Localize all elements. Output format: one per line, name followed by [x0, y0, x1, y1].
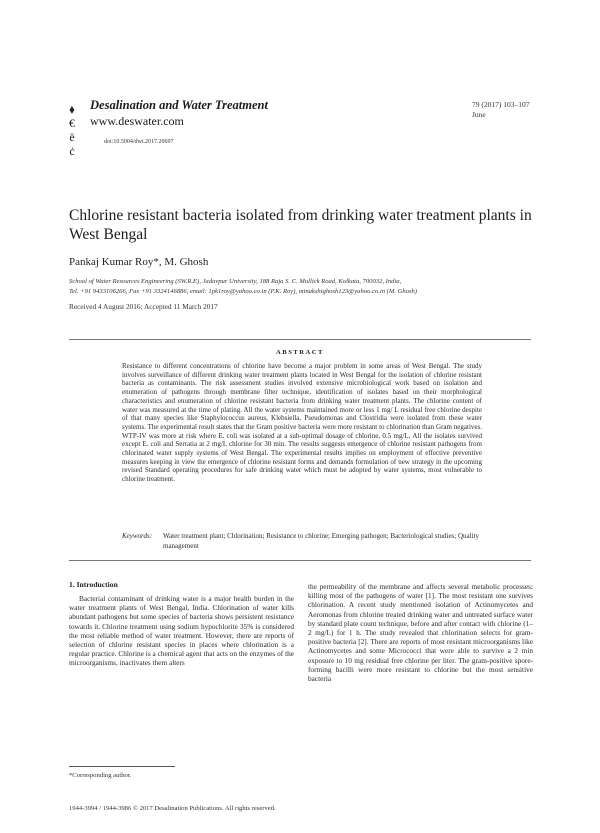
section-heading-introduction: 1. Introduction: [69, 580, 118, 589]
keywords-label: Keywords:: [122, 532, 153, 540]
received-dates: Received 4 August 2016; Accepted 11 March 2017: [69, 302, 218, 311]
affiliation-contact: Tel. +91 9433106266, Fax +91 3324146886, email: 1pk1roy@yahoo.co.in (P.K. Roy), minakshighosh123@yahoo.co.in (M. Ghosh): [69, 287, 418, 295]
abstract-text: Resistance to different concentrations of chlorine have become a major problem in some areas of West Bengal. The study involves surveillance of different drinking water treatment plants located in West Bengal for the isolation of chlorine resistant bacteria as contaminants. The risk assessment studies involved extensive microbiological work based on isolation and enumeration of pathogens through membrane filter technique, identification of isolates based on their morphological characteristics and enumeration of chlorine resistant bacteria from drinking water treatment plants. The chlorine content of water was measured at the time of plating. All the water systems maintained more or less 1 mg/ L residual free chlorine despite of that many species like Staphylococcus aureus, Klebsiella, Pseudomonas and Clostridia were isolated from these water systems. The experimental result states that the Gram positive bacteria were more resistant to chlorination than Gram negatives. WTP-IV was more at risk where E. coli was isolated at a sub-optimal dosage of chlorine, 0.5 mg/L. All the isolates survived except E. coli and Serratia at 2 mg/L chlorine for 30 min. The results suggests emergence of chlorine resistant pathogens from chlorinated water supply systems of West Bengal. The experimental results implies on employment of effective preventive measures keeping in view the emergence of chlorine resistant forms and demands formulation of new strategy in the upcoming revised Standard operating procedures for safe drinking water which must be adopted by water systems, most vulnerable to chlorine treatment.: [122, 362, 482, 484]
abstract-bottom-rule: [69, 560, 531, 561]
keywords: Water treatment plant; Chlorination; Resistance to chlorine; Emerging pathogen; Bacteriological studies; Quality management: [163, 532, 479, 550]
article-title: Chlorine resistant bacteria isolated from drinking water treatment plants in West Bengal: [69, 207, 532, 243]
logo-glyph: €: [69, 116, 75, 130]
logo-glyph: ċ: [69, 144, 75, 158]
abstract-top-rule: [69, 339, 531, 340]
affiliation: [69, 277, 539, 296]
logo-glyph: ë: [69, 130, 75, 144]
copyright: 1944-3994 / 1944-3986 © 2017 Desalination Publications. All rights reserved.: [69, 805, 276, 812]
footnote: *Corresponding author.: [69, 772, 132, 779]
issue-month: June: [472, 110, 486, 119]
doi[interactable]: doi:10.5004/dwt.2017.20697: [104, 139, 174, 145]
abstract-heading: ABSTRACT: [276, 349, 324, 356]
logo-glyph: ⬧: [69, 102, 75, 116]
affiliation-line: School of Water Resources Engineering (SW.R.E), Jadavpur University, 188 Raja S. C. Mullick Road, Kolkata, 700032, India,: [69, 278, 402, 285]
journal-website[interactable]: www.deswater.com: [90, 114, 184, 128]
authors: Pankaj Kumar Roy*, M. Ghosh: [69, 256, 209, 268]
journal-name: Desalination and Water Treatment: [90, 98, 268, 112]
volume-info: [472, 100, 530, 120]
volume-line: 79 (2017) 103–107: [472, 100, 530, 109]
intro-column-left: Bacterial contaminant of drinking water is a major health burden in the water treatment plants of West Bengal, India. Chlorination of water kills abundant pathogens but some species of bacteria shows persistent resistance towards it. Chlorine treatment using sodium hypochlorite 35% is considered the most reliable method of water treatment. However, there are reports of selection of chlorine resistant species in places where chlorination is a regular practice. Chlorine is a chemical agent that acts on the enzymes of the microorganisms, inactivates them alters: [69, 594, 294, 668]
publisher-logo: [62, 102, 82, 158]
intro-paragraph: the permeability of the membrane and affects several metabolic processes; killing most of the pathogens of water [1]. The most resistant one survives chlorination. A recent study mentioned isolation of Actinomycetes and Aeromonas from chlorine treated drinking water and untreated surface water by standard plate count technique, before and after contact with chlorine (1–2 mg/L) for 1 h. The study revealed that chlorination selects for gram-positive bacteria [2]. There are reports of most resistant microorganisms like Actinomycetes and some Micrococci that were able to survive a 2 min exposure to 10 mg residual free chlorine per liter. The gram-positive spore-forming bacilli were more resistant to chlorine but the most sensitive bacteria: [308, 582, 533, 684]
footnote-rule: [69, 766, 175, 767]
intro-column-right: [308, 582, 533, 683]
